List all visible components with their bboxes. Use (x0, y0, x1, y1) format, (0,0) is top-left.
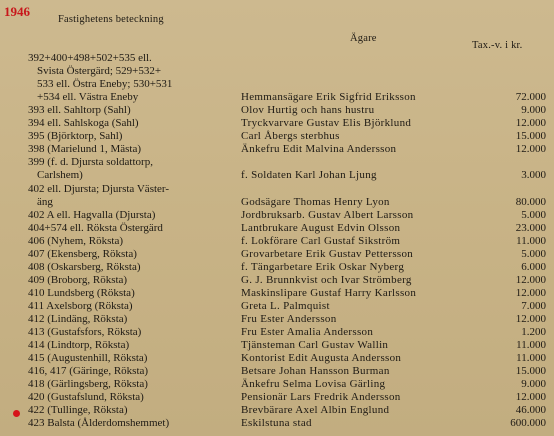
table-row (0, 65, 554, 77)
tax-cell: 12.000 (515, 313, 546, 325)
table-row (0, 222, 554, 234)
property-cell: 407 (Ekensberg, Röksta) (28, 247, 137, 260)
property-cell: 398 (Marielund 1, Mästa) (28, 143, 142, 156)
red-marker-dot (13, 410, 20, 417)
owner-cell: Fru Ester Andersson (241, 313, 337, 325)
table-row (0, 91, 554, 103)
table-row (0, 104, 554, 116)
tax-cell: 11.000 (516, 339, 546, 352)
owner-cell: Brevbärare Axel Albin Englund (241, 404, 390, 417)
tax-cell: 11.000 (516, 234, 546, 247)
table-row (0, 169, 554, 181)
owner-cell: Fru Ester Amalia Andersson (241, 326, 374, 339)
property-cell: Carlshem) (37, 169, 83, 182)
table-row (0, 313, 554, 325)
tax-cell: 12.000 (515, 286, 546, 299)
table-row (0, 196, 554, 208)
owner-cell: Olov Hurtig och hans hustru (241, 104, 375, 117)
table-row (0, 52, 554, 64)
table-row (0, 235, 554, 247)
property-cell: 415 (Augustenhill, Röksta) (28, 352, 148, 365)
table-row (0, 378, 554, 390)
owner-cell: Lantbrukare August Edvin Olsson (241, 221, 401, 234)
tax-cell: 23.000 (515, 221, 546, 234)
owner-cell: Eskilstuna stad (241, 417, 312, 430)
property-cell: +534 ell. Västra Eneby (37, 91, 139, 104)
table-row (0, 261, 554, 273)
table-row (0, 209, 554, 221)
owner-cell: f. Tängarbetare Erik Oskar Nyberg (241, 260, 405, 273)
tax-cell: 7.000 (521, 299, 546, 312)
property-cell: 402 ell. Djursta; Djursta Väster- (28, 182, 170, 195)
owner-cell: f. Soldaten Karl Johan Ljung (241, 169, 377, 182)
table-row (0, 287, 554, 299)
tax-cell: 12.000 (515, 273, 546, 286)
owner-cell: Änkefru Selma Lovisa Gärling (241, 378, 386, 391)
table-row (0, 417, 554, 429)
table-row (0, 326, 554, 338)
owner-cell: G. J. Brunnkvist och Ivar Strömberg (241, 273, 412, 286)
tax-cell: 6.000 (521, 260, 546, 273)
table-row (0, 183, 554, 195)
property-cell: 392+400+498+502+535 ell. (28, 52, 152, 64)
owner-cell: Tjänsteman Carl Gustav Wallin (241, 339, 389, 352)
tax-cell: 3.000 (521, 169, 546, 182)
owner-cell: Carl Åbergs sterbhus (241, 130, 340, 143)
owner-cell: Änkefru Edit Malvina Andersson (241, 143, 397, 156)
table-row (0, 78, 554, 90)
property-cell: äng (37, 195, 53, 208)
owner-cell: Grovarbetare Erik Gustav Pettersson (241, 247, 414, 260)
table-row (0, 391, 554, 403)
tax-cell: 9.000 (521, 104, 546, 117)
owner-cell: Greta L. Palmquist (241, 299, 330, 312)
property-cell: 410 Lundsberg (Röksta) (28, 286, 135, 299)
table-row (0, 404, 554, 416)
property-cell: 411 Axelsborg (Röksta) (28, 299, 133, 312)
property-cell: 393 ell. Sahltorp (Sahl) (28, 104, 131, 117)
tax-cell: 5.000 (521, 247, 546, 260)
tax-cell: 80.000 (515, 195, 546, 208)
property-cell: 409 (Broborg, Röksta) (28, 273, 128, 286)
owner-cell: Tryckvarvare Gustav Elis Björklund (241, 117, 412, 130)
year-label: 1946 (4, 4, 30, 19)
property-cell: 395 (Björktorp, Sahl) (28, 130, 123, 143)
table-row (0, 352, 554, 364)
table-row (0, 156, 554, 168)
owner-cell: Betsare Johan Hansson Burman (241, 365, 390, 378)
owner-cell: Kontorist Edit Augusta Andersson (241, 352, 402, 365)
property-cell: 418 (Gärlingsberg, Röksta) (28, 378, 148, 391)
tax-cell: 12.000 (515, 117, 546, 130)
tax-cell: 12.000 (515, 391, 546, 404)
table-row (0, 117, 554, 129)
tax-cell: 12.000 (515, 143, 546, 156)
table-row (0, 365, 554, 377)
owner-cell: Maskinslipare Gustaf Harry Karlsson (241, 286, 417, 299)
header-owner: Ägare (350, 33, 377, 44)
tax-cell: 15.000 (515, 130, 546, 143)
property-cell: 402 A ell. Hagvalla (Djursta) (28, 208, 156, 221)
table-row (0, 274, 554, 286)
tax-cell: 5.000 (521, 208, 546, 221)
tax-cell: 72.000 (515, 91, 546, 104)
property-cell: 422 (Tullinge, Röksta) (28, 404, 128, 417)
property-cell: 533 ell. Östra Eneby; 530+531 (37, 78, 173, 91)
property-cell: 412 (Lindäng, Röksta) (28, 313, 128, 325)
property-cell: 399 (f. d. Djursta soldattorp, (28, 156, 153, 169)
property-cell: 413 (Gustafsfors, Röksta) (28, 326, 142, 339)
table-row (0, 248, 554, 260)
property-cell: 408 (Oskarsberg, Röksta) (28, 260, 141, 273)
owner-cell: Godsägare Thomas Henry Lyon (241, 195, 390, 208)
tax-cell: 15.000 (515, 365, 546, 378)
tax-cell: 46.000 (515, 404, 546, 417)
header-property: Fastighetens beteckning (58, 14, 164, 25)
property-cell: 420 (Gustafslund, Röksta) (28, 391, 144, 404)
property-cell: 404+574 ell. Röksta Östergärd (28, 221, 163, 234)
table-row (0, 143, 554, 155)
owner-cell: Pensionär Lars Fredrik Andersson (241, 391, 401, 404)
owner-cell: Hemmansägare Erik Sigfrid Eriksson (241, 91, 416, 104)
owner-cell: Jordbruksarb. Gustav Albert Larsson (241, 208, 414, 221)
property-cell: 414 (Lindtorp, Röksta) (28, 339, 130, 352)
tax-cell: 9.000 (521, 378, 546, 391)
tax-cell: 1.200 (521, 326, 546, 339)
table-row (0, 300, 554, 312)
property-cell: Svista Östergärd; 529+532+ (37, 65, 162, 78)
property-cell: 416, 417 (Gäringe, Röksta) (28, 365, 149, 378)
header-tax: Tax.-v. i kr. (472, 40, 523, 51)
table-row (0, 130, 554, 142)
tax-cell: 11.000 (516, 352, 546, 365)
table-row (0, 339, 554, 351)
owner-cell: f. Lokförare Carl Gustaf Sikström (241, 234, 401, 247)
tax-cell: 600.000 (510, 417, 546, 430)
property-cell: 423 Balsta (Ålderdomshemmet) (28, 417, 170, 430)
property-cell: 394 ell. Sahlskoga (Sahl) (28, 117, 139, 130)
property-cell: 406 (Nyhem, Röksta) (28, 234, 124, 247)
